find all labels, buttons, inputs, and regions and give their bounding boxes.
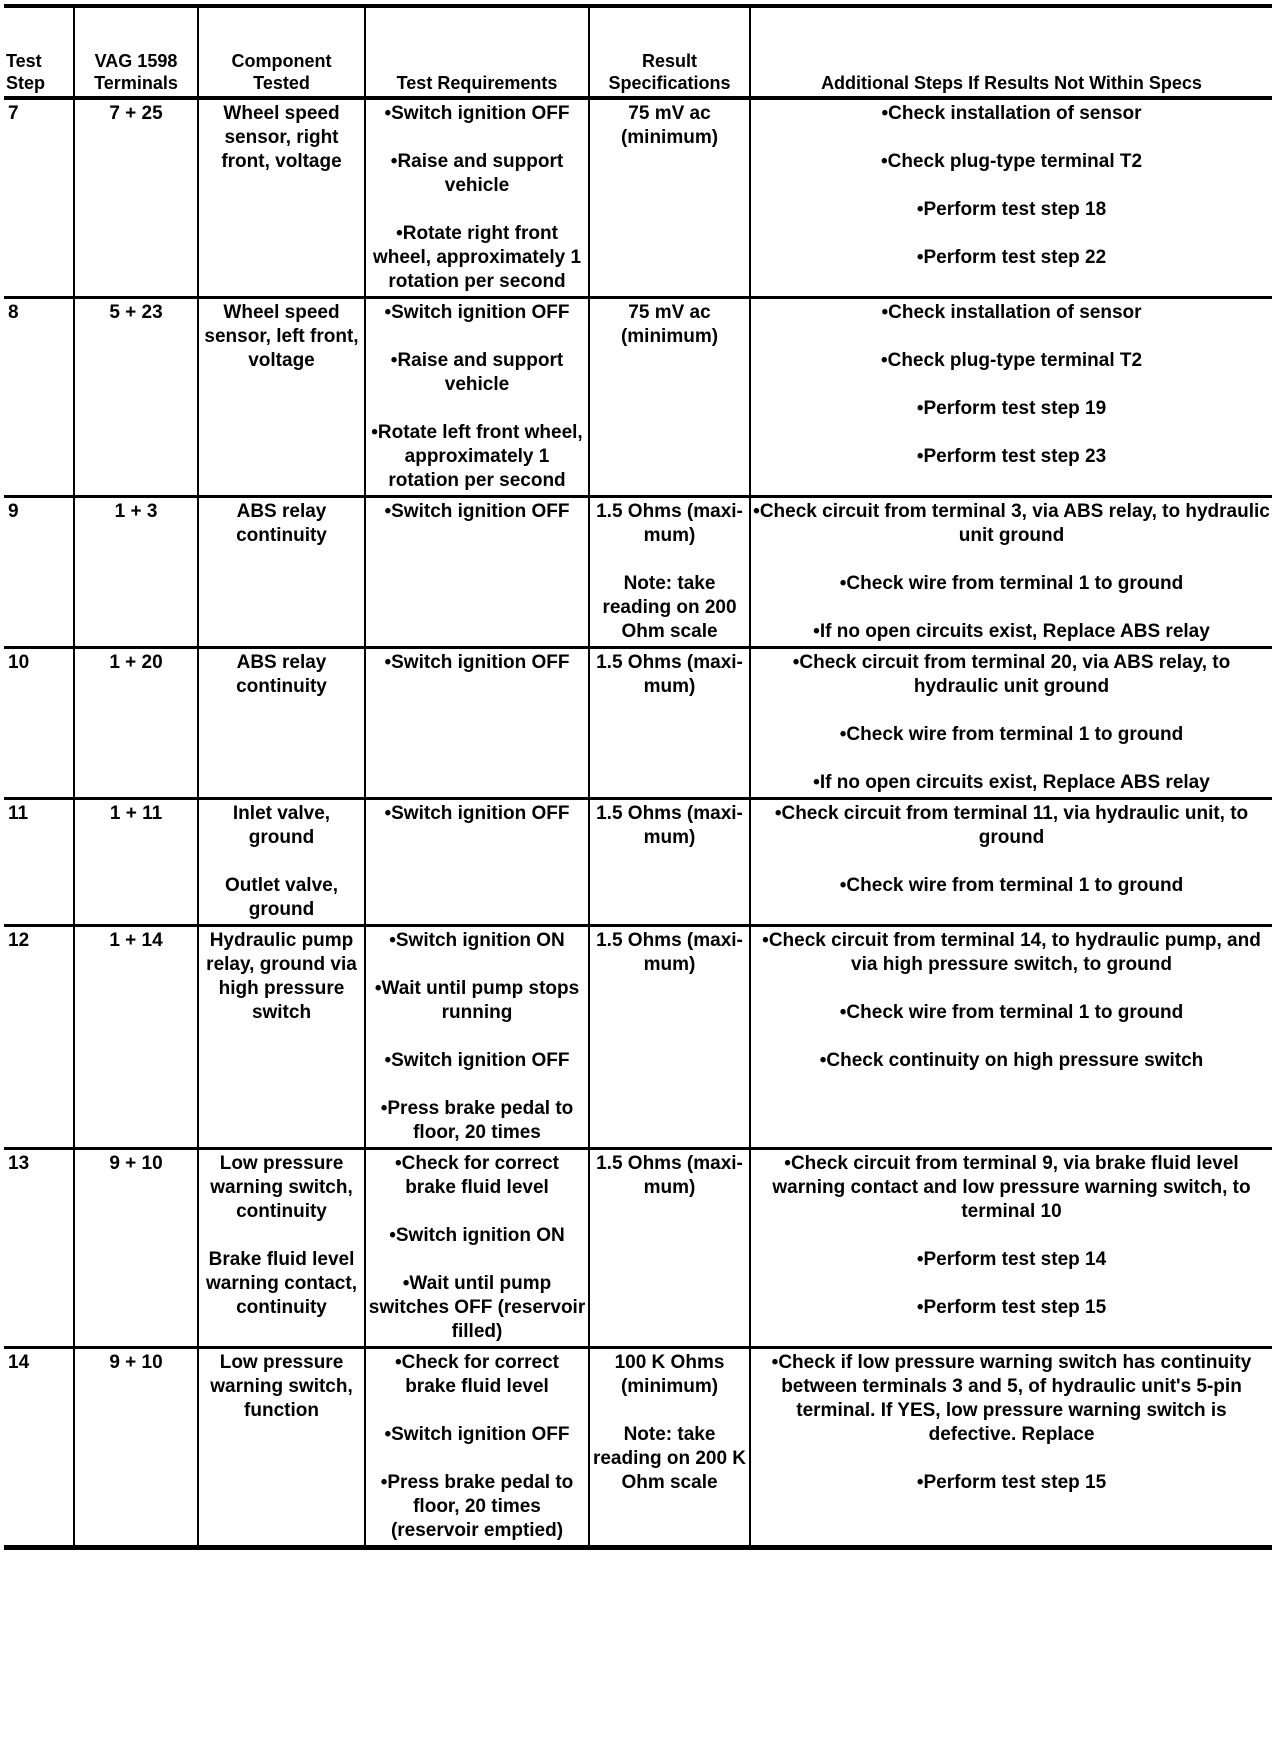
test-step-cell: 14 <box>4 1348 74 1548</box>
header-component-tested: Component Tested <box>198 6 365 98</box>
requirements-cell <box>365 298 589 497</box>
additional-steps-cell <box>750 926 1272 1149</box>
test-step-cell: 7 <box>4 98 74 298</box>
additional-step-item: •Check circuit from terminal 14, to hydraulic pump, and via high pressure switch, to ground <box>762 930 1261 975</box>
result-text: 75 mV ac (minimum) <box>620 103 719 148</box>
result-text: 75 mV ac (minimum) <box>620 302 719 347</box>
additional-steps-cell <box>750 298 1272 497</box>
additional-step-item: •Check plug-type terminal T2 <box>880 151 1143 172</box>
requirements-cell <box>365 799 589 926</box>
result-cell <box>589 497 750 648</box>
additional-step-item: •Check wire from terminal 1 to ground <box>839 573 1184 594</box>
additional-step-item: •Check circuit from terminal 11, via hydraulic unit, to ground <box>774 803 1249 848</box>
header-row <box>4 6 1272 98</box>
result-cell <box>589 298 750 497</box>
additional-steps-cell <box>750 1149 1272 1348</box>
component-text: ABS relay continuity <box>236 652 327 697</box>
result-text: 1.5 Ohms (maxi- mum) <box>596 652 743 697</box>
component-text: Outlet valve, ground <box>225 875 338 920</box>
component-text: Hydraulic pump relay, ground via high pressure switch <box>206 930 357 1023</box>
result-cell <box>589 648 750 799</box>
result-text: 1.5 Ohms (maxi- mum) <box>596 803 743 848</box>
result-text: 100 K Ohms (minimum) <box>614 1352 725 1397</box>
additional-steps-cell <box>750 1348 1272 1548</box>
additional-step-item: •Check if low pressure warning switch has continuity between terminals 3 and 5, of hydraulic unit's 5-pin terminal. If YES, low pressure warning switch is defective. Replace <box>771 1352 1252 1445</box>
requirement-item: •Rotate left front wheel, approximately 1 rotation per second <box>371 422 583 491</box>
terminals-cell: 1 + 20 <box>74 648 198 799</box>
requirements-cell <box>365 926 589 1149</box>
component-text: Inlet valve, ground <box>232 803 331 848</box>
table-row <box>4 497 1272 648</box>
component-cell <box>198 648 365 799</box>
component-text: Brake fluid level warning contact, continuity <box>206 1249 357 1318</box>
component-cell <box>198 298 365 497</box>
requirement-item: •Check for correct brake fluid level <box>395 1153 559 1198</box>
requirement-item: •Switch ignition ON <box>389 930 565 951</box>
requirement-item: •Switch ignition OFF <box>384 1050 570 1071</box>
requirements-cell <box>365 98 589 298</box>
component-cell <box>198 1149 365 1348</box>
additional-step-item: •Check circuit from terminal 3, via ABS relay, to hydraulic unit ground <box>753 501 1270 546</box>
table-row <box>4 1348 1272 1548</box>
result-text: 1.5 Ohms (maxi- mum) <box>596 501 743 546</box>
additional-steps-cell <box>750 98 1272 298</box>
result-cell <box>589 1149 750 1348</box>
additional-step-item: •Perform test step 23 <box>916 446 1107 467</box>
test-step-cell: 8 <box>4 298 74 497</box>
requirement-item: •Switch ignition OFF <box>384 1424 570 1445</box>
additional-step-item: •Perform test step 15 <box>916 1472 1107 1493</box>
requirement-item: •Switch ignition ON <box>389 1225 565 1246</box>
additional-steps-cell <box>750 497 1272 648</box>
test-step-cell: 9 <box>4 497 74 648</box>
requirement-item: •Switch ignition OFF <box>384 803 570 824</box>
component-text: Wheel speed sensor, left front, voltage <box>204 302 359 371</box>
additional-step-item: •Check wire from terminal 1 to ground <box>839 1002 1184 1023</box>
component-cell <box>198 926 365 1149</box>
test-step-cell: 10 <box>4 648 74 799</box>
test-step-cell: 13 <box>4 1149 74 1348</box>
additional-step-item: •If no open circuits exist, Replace ABS relay <box>813 772 1210 793</box>
additional-step-item: •Check plug-type terminal T2 <box>880 350 1143 371</box>
header-test-requirements: Test Requirements <box>365 6 589 98</box>
test-step-cell: 11 <box>4 799 74 926</box>
component-text: ABS relay continuity <box>236 501 327 546</box>
additional-step-item: •Perform test step 22 <box>916 247 1107 268</box>
requirements-cell <box>365 497 589 648</box>
table-row <box>4 1149 1272 1348</box>
table-row <box>4 98 1272 298</box>
additional-step-item: •Check continuity on high pressure switch <box>819 1050 1204 1071</box>
abs-test-table <box>4 4 1272 1550</box>
terminals-cell: 1 + 14 <box>74 926 198 1149</box>
additional-step-item: •Check installation of sensor <box>881 302 1142 323</box>
component-cell <box>198 1348 365 1548</box>
test-step-cell: 12 <box>4 926 74 1149</box>
additional-steps-cell <box>750 648 1272 799</box>
terminals-cell: 9 + 10 <box>74 1348 198 1548</box>
additional-step-item: •Check circuit from terminal 9, via brake fluid level warning contact and low pressure warning switch, to terminal 10 <box>772 1153 1251 1222</box>
result-cell <box>589 799 750 926</box>
result-cell <box>589 1348 750 1548</box>
requirement-item: •Raise and support vehicle <box>390 151 564 196</box>
result-text: 1.5 Ohms (maxi- mum) <box>596 930 743 975</box>
requirement-item: •Wait until pump stops running <box>374 978 580 1023</box>
requirements-cell <box>365 1149 589 1348</box>
additional-step-item: •Check wire from terminal 1 to ground <box>839 724 1184 745</box>
header-additional-steps: Additional Steps If Results Not Within Specs <box>750 6 1272 98</box>
result-text: 1.5 Ohms (maxi- mum) <box>596 1153 743 1198</box>
terminals-cell: 9 + 10 <box>74 1149 198 1348</box>
header-result-specifications: Result Specifications <box>589 6 750 98</box>
component-cell <box>198 98 365 298</box>
requirements-cell <box>365 648 589 799</box>
terminals-cell: 5 + 23 <box>74 298 198 497</box>
component-text: Low pressure warning switch, continuity <box>210 1153 353 1222</box>
result-cell <box>589 98 750 298</box>
header-test-step: Test Step <box>4 6 74 98</box>
requirement-item: •Press brake pedal to floor, 20 times (reservoir emptied) <box>380 1472 574 1541</box>
requirement-item: •Switch ignition OFF <box>384 652 570 673</box>
additional-step-item: •Perform test step 18 <box>916 199 1107 220</box>
requirement-item: •Rotate right front wheel, approximately 1 rotation per second <box>372 223 582 292</box>
additional-step-item: •Check installation of sensor <box>881 103 1142 124</box>
table-row <box>4 799 1272 926</box>
requirement-item: •Switch ignition OFF <box>384 302 570 323</box>
table-row <box>4 298 1272 497</box>
component-cell <box>198 497 365 648</box>
additional-step-item: •Check circuit from terminal 20, via ABS relay, to hydraulic unit ground <box>792 652 1231 697</box>
terminals-cell: 7 + 25 <box>74 98 198 298</box>
requirement-item: •Switch ignition OFF <box>384 103 570 124</box>
terminals-cell: 1 + 11 <box>74 799 198 926</box>
result-text: Note: take reading on 200 K Ohm scale <box>592 1424 747 1493</box>
additional-step-item: •Perform test step 14 <box>916 1249 1107 1270</box>
requirements-cell <box>365 1348 589 1548</box>
requirement-item: •Check for correct brake fluid level <box>395 1352 559 1397</box>
additional-step-item: •Perform test step 19 <box>916 398 1107 419</box>
table-row <box>4 926 1272 1149</box>
component-text: Low pressure warning switch, function <box>210 1352 353 1421</box>
requirement-item: •Raise and support vehicle <box>390 350 564 395</box>
requirement-item: •Wait until pump switches OFF (reservoir filled) <box>368 1273 586 1342</box>
terminals-cell: 1 + 3 <box>74 497 198 648</box>
header-vag-terminals: VAG 1598 Terminals <box>74 6 198 98</box>
additional-steps-cell <box>750 799 1272 926</box>
result-text: Note: take reading on 200 Ohm scale <box>602 573 737 642</box>
requirement-item: •Press brake pedal to floor, 20 times <box>380 1098 574 1143</box>
additional-step-item: •Check wire from terminal 1 to ground <box>839 875 1184 896</box>
additional-step-item: •If no open circuits exist, Replace ABS relay <box>813 621 1210 642</box>
table-row <box>4 648 1272 799</box>
additional-step-item: •Perform test step 15 <box>916 1297 1107 1318</box>
component-text: Wheel speed sensor, right front, voltage <box>221 103 342 172</box>
result-cell <box>589 926 750 1149</box>
component-cell <box>198 799 365 926</box>
requirement-item: •Switch ignition OFF <box>384 501 570 522</box>
